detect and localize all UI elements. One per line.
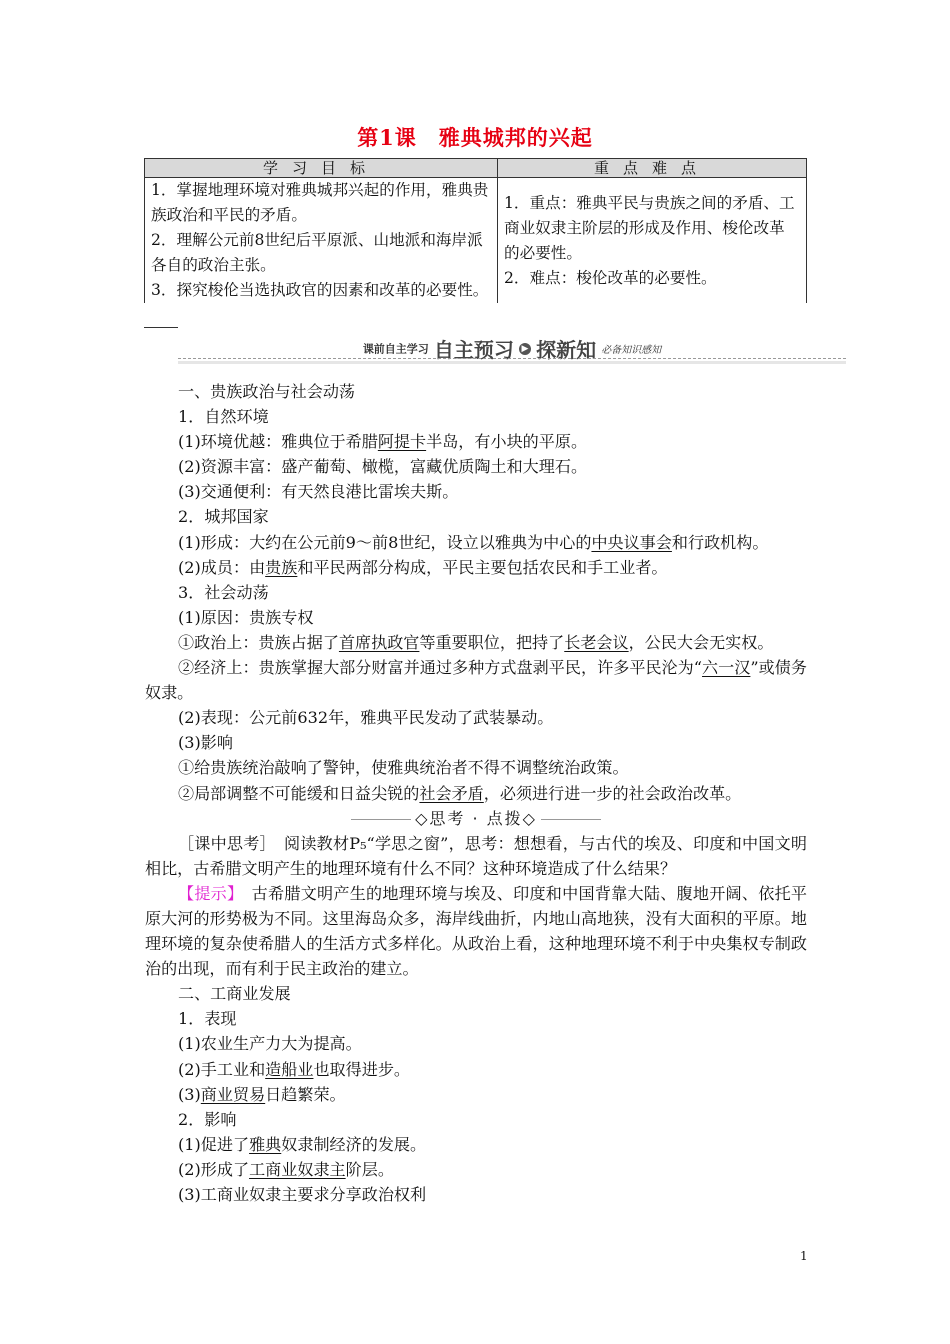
text-segment: ”或债务奴隶。 bbox=[145, 658, 808, 703]
text-segment: 也取得进步。 bbox=[313, 1059, 411, 1079]
underlined-term: 贵族 bbox=[265, 557, 298, 577]
page-number: 1 bbox=[800, 1249, 808, 1263]
paragraph bbox=[145, 831, 807, 881]
goals-table bbox=[144, 158, 807, 303]
text-segment: (3) bbox=[178, 1084, 201, 1104]
goals-cell bbox=[145, 178, 498, 304]
banner-main-2: 探新知 bbox=[536, 338, 597, 362]
text-segment: 1．自然环境 bbox=[178, 407, 269, 427]
section-divider-heading bbox=[145, 806, 807, 831]
text-segment: (3)交通便利：有天然良港比雷埃夫斯。 bbox=[178, 482, 459, 502]
paragraph bbox=[145, 705, 807, 730]
text-segment: (2)成员：由 bbox=[178, 557, 266, 577]
text-segment: 奴隶制经济的发展。 bbox=[281, 1134, 427, 1154]
section-banner bbox=[178, 334, 846, 360]
underlined-term: 六一汉 bbox=[702, 658, 751, 678]
paragraph bbox=[145, 1082, 807, 1107]
paragraph bbox=[145, 1107, 807, 1132]
paragraph bbox=[145, 781, 807, 806]
text-segment: ，公民大会无实权。 bbox=[628, 632, 774, 652]
divider-line bbox=[351, 819, 411, 820]
text-segment: ②局部调整不可能缓和日益尖锐的 bbox=[178, 783, 420, 803]
goal-item: 2．理解公元前8世纪后平原派、山地派和海岸派各自的政治主张。 bbox=[151, 231, 483, 274]
paragraph bbox=[145, 655, 807, 705]
paragraph bbox=[145, 1006, 807, 1031]
table-bottom-rule bbox=[144, 327, 178, 328]
banner-divider-shadow bbox=[178, 361, 846, 364]
key-item: 2．难点：梭伦改革的必要性。 bbox=[504, 268, 717, 287]
underlined-term: 社会矛盾 bbox=[419, 783, 484, 803]
underlined-term: 阿提卡 bbox=[377, 432, 427, 452]
text-segment: ◇思考 · 点拨◇ bbox=[415, 808, 537, 828]
paragraph bbox=[145, 755, 807, 780]
paragraph bbox=[145, 504, 807, 529]
underlined-term: 工商业奴隶主 bbox=[249, 1159, 346, 1179]
keys-cell bbox=[498, 178, 807, 304]
paragraph bbox=[145, 429, 807, 454]
text-segment: (2)手工业和 bbox=[178, 1059, 266, 1079]
underlined-term: 雅典 bbox=[249, 1134, 282, 1154]
banner-right: 必备知识感知 bbox=[601, 345, 662, 356]
underlined-term: 造船业 bbox=[265, 1059, 314, 1079]
lesson-title: 第1课 雅典城邦的兴起 bbox=[357, 125, 593, 150]
text-segment: 和行政机构。 bbox=[671, 532, 769, 552]
paragraph bbox=[145, 379, 807, 404]
paragraph bbox=[145, 454, 807, 479]
key-item: 1．重点：雅典平民与贵族之间的矛盾、工商业奴隶主阶层的形成及作用、梭伦改革的必要性。 bbox=[504, 193, 795, 262]
header-goals: 学习目标 bbox=[145, 159, 498, 178]
paragraph bbox=[145, 1157, 807, 1182]
underlined-term: 长老会议 bbox=[564, 632, 629, 652]
banner-divider bbox=[178, 358, 846, 359]
text-segment: (2)资源丰富：盛产葡萄、橄榄，富藏优质陶土和大理石。 bbox=[178, 457, 588, 477]
text-segment: 阶层。 bbox=[345, 1159, 394, 1179]
text-segment: ②经济上：贵族掌握大部分财富并通过多种方式盘剥平民，许多平民沦为“ bbox=[178, 658, 703, 678]
paragraph bbox=[145, 1031, 807, 1056]
banner-left: 课前自主学习 bbox=[362, 342, 429, 356]
text-segment: ，必须进行进一步的社会政治改革。 bbox=[483, 783, 742, 803]
text-segment: 二、工商业发展 bbox=[178, 984, 291, 1004]
text-segment: 半岛，有小块的平原。 bbox=[426, 432, 588, 452]
goal-item: 1．掌握地理环境对雅典城邦兴起的作用，雅典贵族政治和平民的矛盾。 bbox=[151, 181, 489, 224]
text-segment: 1．表现 bbox=[178, 1009, 237, 1029]
paragraph bbox=[145, 981, 807, 1006]
goal-item: 3．探究梭伦当选执政官的因素和改革的必要性。 bbox=[151, 281, 489, 299]
paragraph bbox=[145, 1132, 807, 1157]
text-segment: (2)表现：公元前632年，雅典平民发动了武装暴动。 bbox=[178, 708, 554, 728]
header-keys: 重点难点 bbox=[498, 159, 807, 178]
paragraph bbox=[145, 630, 807, 655]
text-segment: 2．城邦国家 bbox=[178, 507, 269, 527]
hint-label: 【提示】 bbox=[178, 883, 236, 903]
document-body bbox=[145, 379, 807, 1207]
underlined-term: 中央议事会 bbox=[591, 532, 672, 552]
text-segment: (1)促进了 bbox=[178, 1134, 250, 1154]
text-segment: 等重要职位，把持了 bbox=[419, 632, 565, 652]
text-segment: (3)工商业奴隶主要求分享政治权利 bbox=[178, 1185, 427, 1204]
text-segment: ①给贵族统治敲响了警钟，使雅典统治者不得不调整统治政策。 bbox=[178, 758, 629, 778]
paragraph bbox=[145, 1182, 807, 1207]
text-segment: 3．社会动荡 bbox=[178, 582, 269, 602]
banner-main-1: 自主预习 bbox=[433, 338, 514, 362]
text-segment: 日趋繁荣。 bbox=[265, 1084, 346, 1104]
underlined-term: 首席执政官 bbox=[338, 632, 420, 652]
paragraph bbox=[145, 1057, 807, 1082]
paragraph bbox=[145, 479, 807, 504]
paragraph bbox=[145, 881, 807, 981]
text-segment: 一、贵族政治与社会动荡 bbox=[178, 382, 356, 401]
paragraph bbox=[145, 530, 807, 555]
text-segment: (1)形成：大约在公元前9～前8世纪，设立以雅典为中心的 bbox=[178, 532, 592, 552]
text-segment: 和平民两部分构成，平民主要包括农民和手工业者。 bbox=[297, 557, 668, 577]
text-segment: 2．影响 bbox=[178, 1109, 237, 1129]
paragraph bbox=[145, 605, 807, 630]
text-segment: (1)原因：贵族专权 bbox=[178, 607, 314, 627]
text-segment: 古希腊文明产生的地理环境与埃及、印度和中国背靠大陆、腹地开阔、依托平原大河的形势极为不同。这里海岛众多，海岸线曲折，内地山高地狭，没有大面积的平原。地理环境的复杂使希腊人的生活方式多样化。从政治上看，这种地理环境不利于中央集权专制政治的出现，而有利于民主政治的建立。 bbox=[145, 883, 808, 979]
text-segment: ①政治上：贵族占据了 bbox=[178, 632, 339, 652]
text-segment: (3)影响 bbox=[178, 733, 233, 753]
underlined-term: 商业贸易 bbox=[200, 1084, 266, 1104]
text-segment: ［课中思考］ 阅读教材P₅“学思之窗”，思考：想想看，与古代的埃及、印度和中国文明相比，古希腊文明产生的地理环境有什么不同？这种环境造成了什么结果？ bbox=[145, 833, 807, 878]
text-segment: (1)环境优越：雅典位于希腊 bbox=[178, 432, 378, 452]
text-segment: (2)形成了 bbox=[178, 1159, 250, 1179]
paragraph bbox=[145, 555, 807, 580]
text-segment: (1)农业生产力大为提高。 bbox=[178, 1034, 362, 1054]
divider-line bbox=[541, 819, 601, 820]
arrow-icon: ▶ bbox=[519, 343, 531, 355]
paragraph bbox=[145, 730, 807, 755]
paragraph bbox=[145, 404, 807, 429]
paragraph bbox=[145, 580, 807, 605]
